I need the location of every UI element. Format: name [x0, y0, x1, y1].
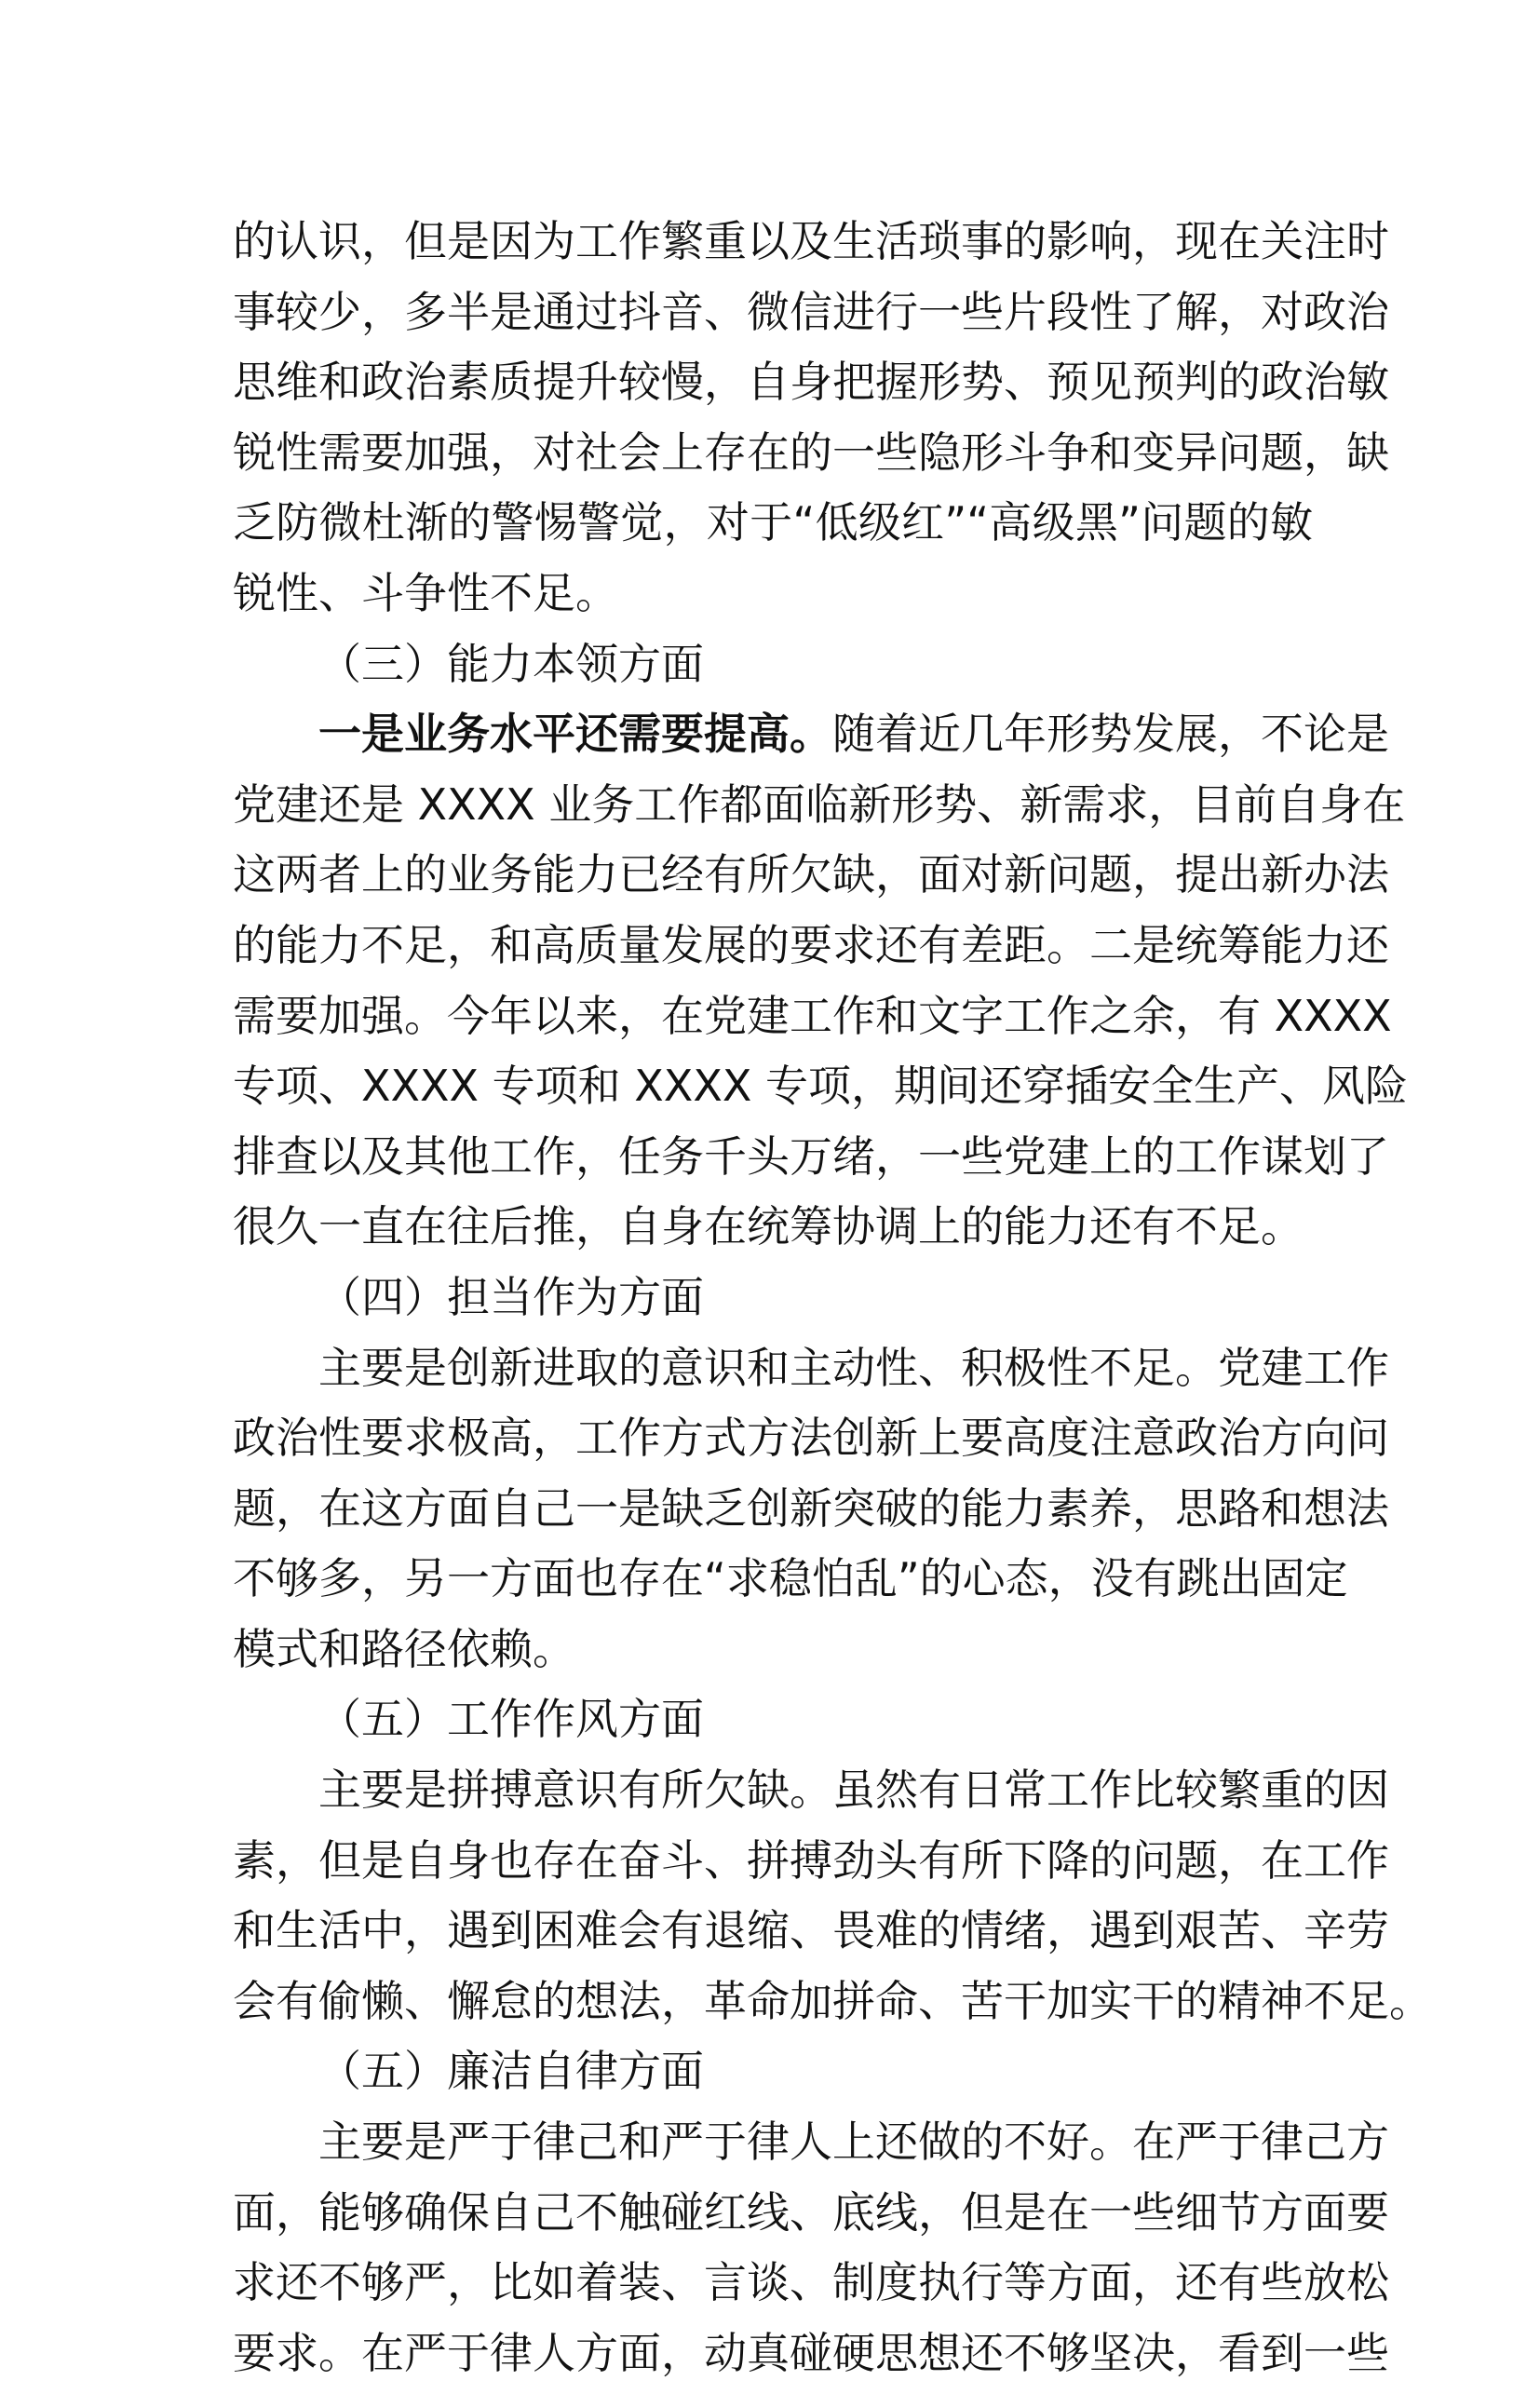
- text-line: 事较少，多半是通过抖音、微信进行一些片段性了解，对政治: [233, 286, 1389, 337]
- paragraph-work-style: [233, 1761, 1432, 2042]
- text-line: 很久一直在往后推，自身在统筹协调上的能力还有不足。: [233, 1201, 1304, 1252]
- text-line: 不够多，另一方面也存在“求稳怕乱”的心态，没有跳出固定: [233, 1553, 1348, 1604]
- paragraph-ability: [233, 705, 1408, 1268]
- text-line: 要求。在严于律人方面，动真碰硬思想还不够坚决，看到一些: [233, 2327, 1389, 2378]
- text-line: 政治性要求极高，工作方式方法创新上要高度注意政治方向问: [233, 1413, 1389, 1464]
- text-line: 主要是拼搏意识有所欠缺。虽然有日常工作比较繁重的因: [318, 1765, 1389, 1816]
- text-line: 锐性需要加强，对社会上存在的一些隐形斗争和变异问题，缺: [233, 426, 1389, 478]
- document-page: [233, 212, 1432, 2394]
- text-line: 会有偷懒、懈怠的想法，革命加拼命、苦干加实干的精神不足。: [233, 1975, 1432, 2026]
- text-line: 专项、XXXX 专项和 XXXX 专项，期间还穿插安全生产、风险: [233, 1061, 1408, 1112]
- paragraph-integrity: [233, 2113, 1389, 2394]
- text-fragment: 随着近几年形势发展，不论是: [832, 709, 1389, 760]
- text-line: 和生活中，遇到困难会有退缩、畏难的情绪，遇到艰苦、辛劳: [233, 1905, 1389, 1956]
- section-heading-work-style: （五）工作作风方面: [318, 1694, 704, 1745]
- bold-lead-text: 一是业务水平还需要提高。: [318, 709, 832, 760]
- text-line: 面，能够确保自己不触碰红线、底线，但是在一些细节方面要: [233, 2186, 1389, 2238]
- text-line: 模式和路径依赖。: [233, 1623, 575, 1674]
- paragraph-political-awareness: [233, 212, 1389, 635]
- text-line: 的认识，但是因为工作繁重以及生活琐事的影响，现在关注时: [233, 216, 1389, 266]
- text-line: 题，在这方面自己一是缺乏创新突破的能力素养，思路和想法: [233, 1482, 1389, 1534]
- section-heading-responsibility: （四）担当作为方面: [318, 1271, 704, 1322]
- text-line: 素，但是自身也存在奋斗、拼搏劲头有所下降的问题，在工作: [233, 1834, 1389, 1886]
- text-line: 这两者上的业务能力已经有所欠缺，面对新问题，提出新办法: [233, 849, 1389, 900]
- text-line: 锐性、斗争性不足。: [233, 567, 618, 618]
- text-line: 求还不够严，比如着装、言谈、制度执行等方面，还有些放松: [233, 2257, 1389, 2308]
- text-line: 的能力不足，和高质量发展的要求还有差距。二是统筹能力还: [233, 919, 1389, 970]
- section-heading-ability: （三）能力本领方面: [318, 638, 704, 689]
- paragraph-responsibility: [233, 1339, 1389, 1691]
- text-line: 思维和政治素质提升较慢，自身把握形势、预见预判的政治敏: [233, 357, 1389, 408]
- text-line: 党建还是 XXXX 业务工作都面临新形势、新需求，目前自身在: [233, 778, 1406, 830]
- text-line: 需要加强。今年以来，在党建工作和文字工作之余，有 XXXX: [233, 990, 1392, 1041]
- text-line: 排查以及其他工作，任务千头万绪，一些党建上的工作谋划了: [233, 1130, 1389, 1182]
- section-heading-integrity: （五）廉洁自律方面: [318, 2046, 704, 2097]
- text-line: 主要是创新进取的意识和主动性、积极性不足。党建工作: [318, 1342, 1389, 1393]
- text-line: 主要是严于律己和严于律人上还做的不好。在严于律己方: [318, 2117, 1389, 2168]
- text-line: 乏防微杜渐的警惕警觉，对于“低级红”“高级黑”问题的敏: [233, 497, 1313, 548]
- text-line: [233, 705, 1389, 776]
